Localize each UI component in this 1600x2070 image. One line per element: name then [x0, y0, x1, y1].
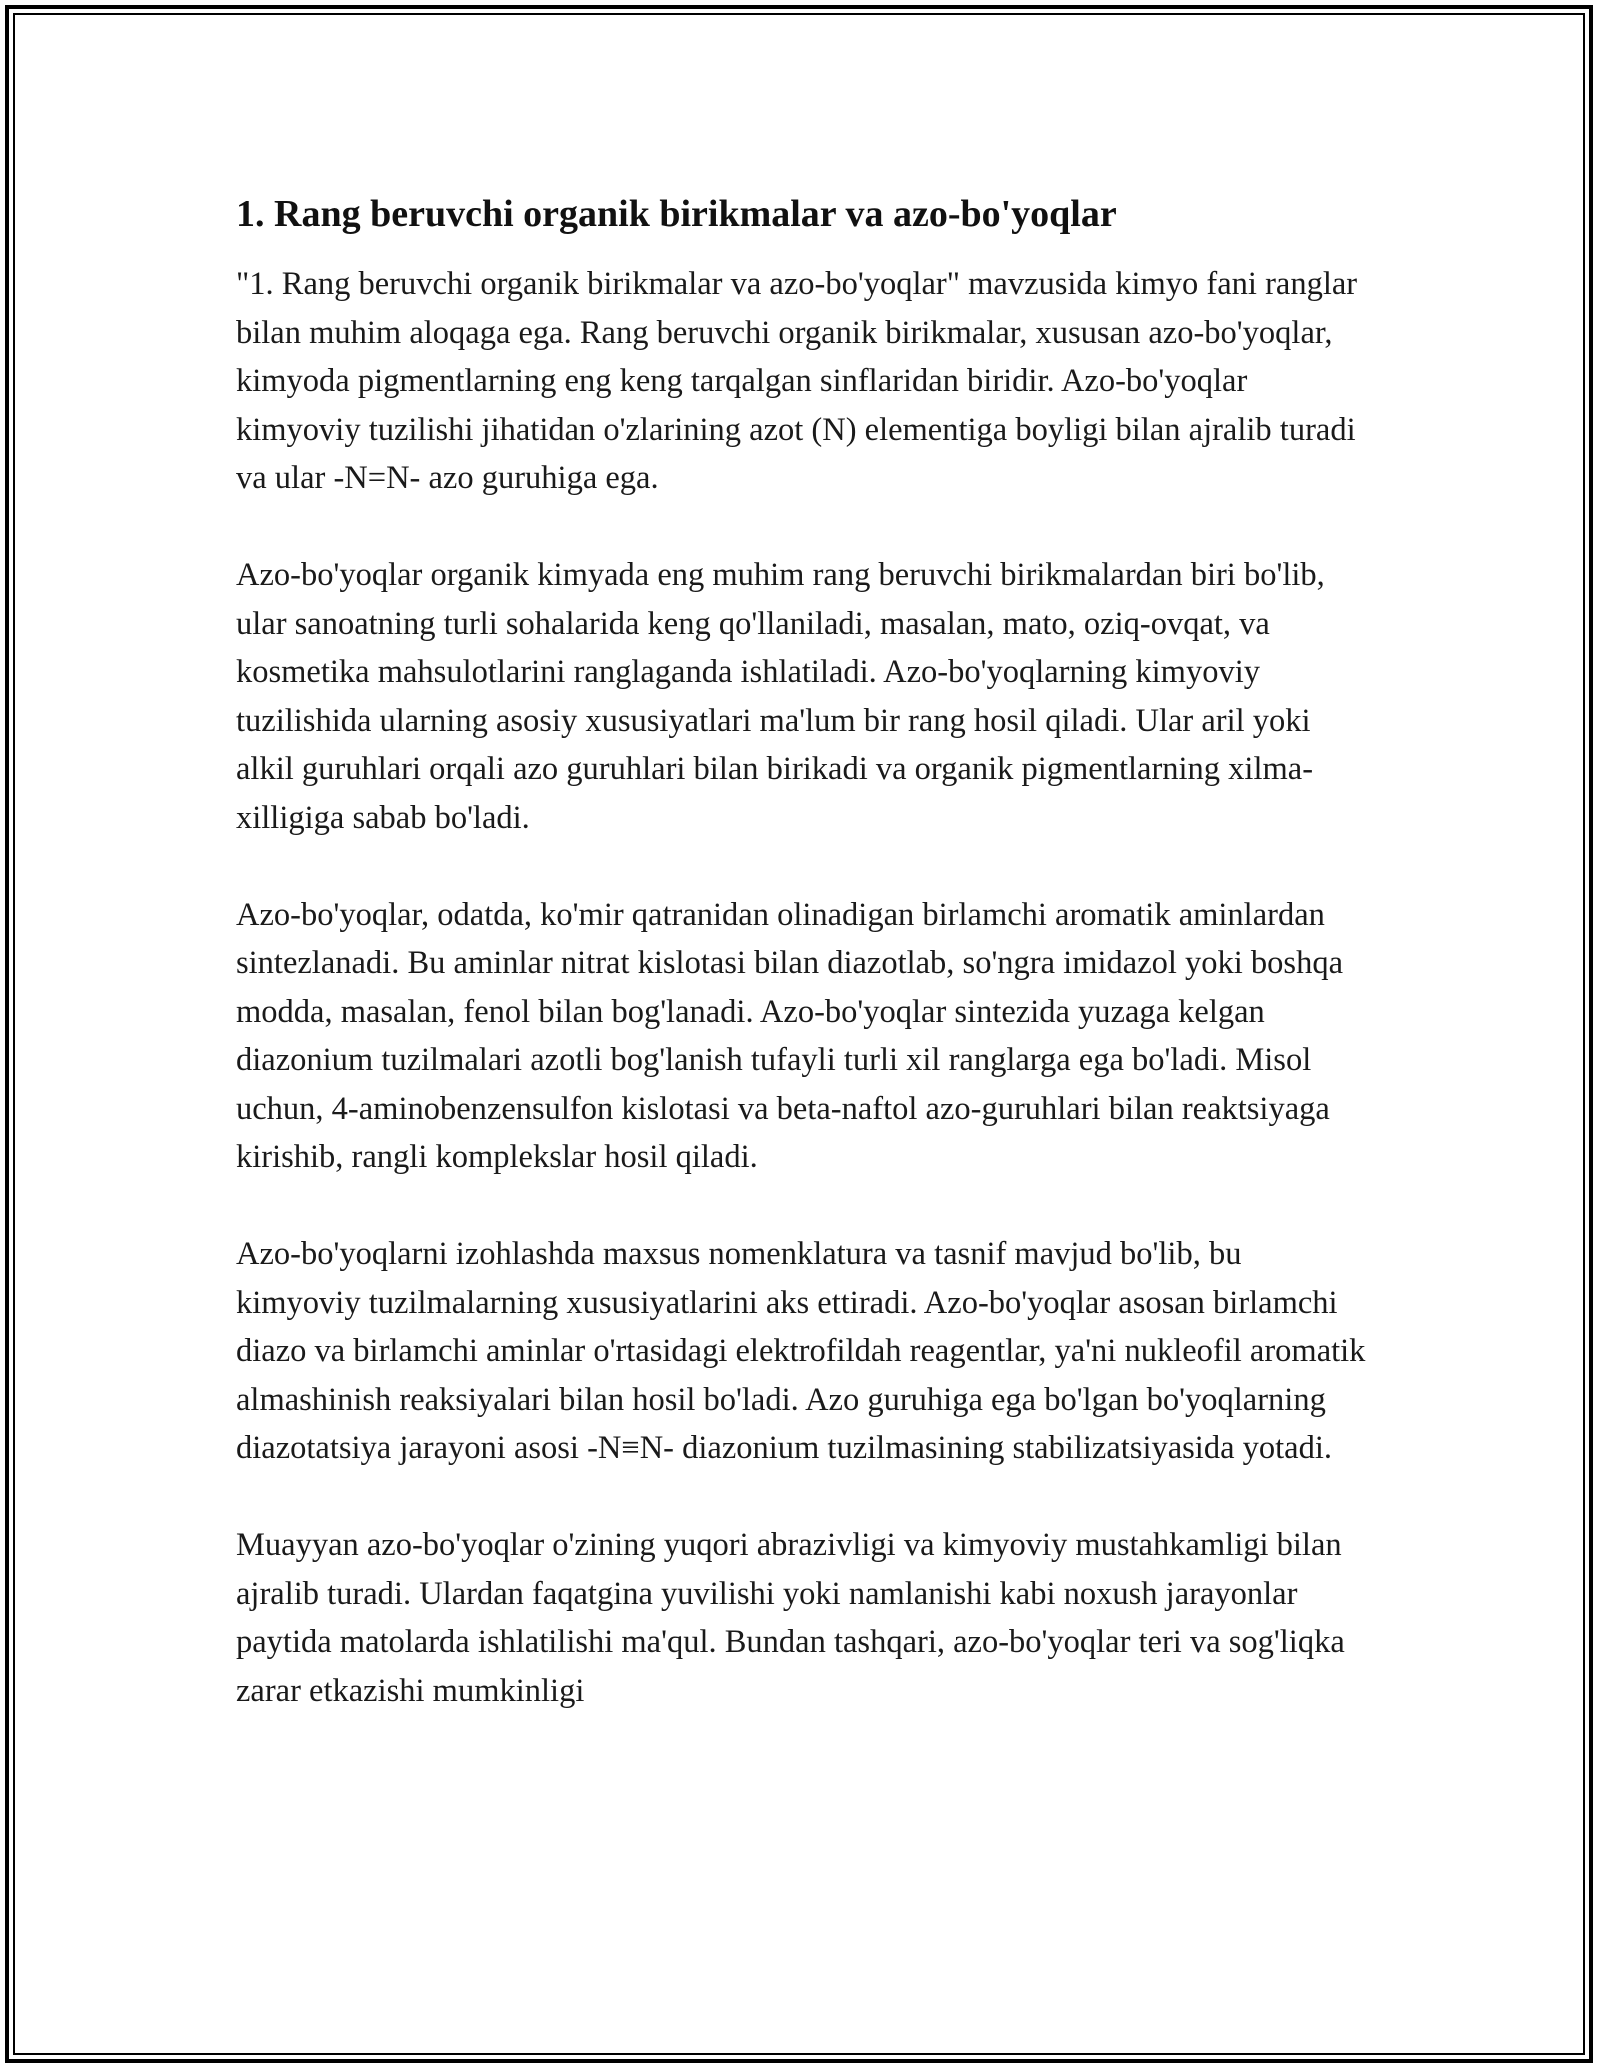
document-body [236, 186, 1376, 1715]
document-title: 1. Rang beruvchi organik birikmalar va azo-bo'yoqlar [236, 193, 1117, 235]
paragraph-5: Muayyan azo-bo'yoqlar o'zining yuqori abrazivligi va kimyoviy mustahkamligi bilan ajralib turadi. Ulardan faqatgina yuvilishi yoki namlanishi kabi noxush jarayonlar paytida matolarda ishlatilishi ma'qul. Bundan tashqari, azo-bo'yoqlar teri va sog'liqka zarar etkazishi mumkinligi [236, 1527, 1345, 1709]
paragraph-2: Azo-bo'yoqlar organik kimyada eng muhim rang beruvchi birikmalardan biri bo'lib, ular sanoatning turli sohalarida keng qo'llaniladi, masalan, mato, oziq-ovqat, va kosmetika mahsulotlarini ranglaganda ishlatiladi. Azo-bo'yoqlarning kimyoviy tuzilishida ularning asosiy xususiyatlari ma'lum bir rang hosil qiladi. Ular aril yoki alkil guruhlari orqali azo guruhlari bilan birikadi va organik pigmentlarning xilma-xilligiga sabab bo'ladi. [236, 557, 1325, 836]
paragraph-1: "1. Rang beruvchi organik birikmalar va azo-bo'yoqlar" mavzusida kimyo fani ranglar bilan muhim aloqaga ega. Rang beruvchi organik birikmalar, xususan azo-bo'yoqlar, kimyoda pigmentlarning eng keng tarqalgan sinflaridan biridir. Azo-bo'yoqlar kimyoviy tuzilishi jihatidan o'zlarining azot (N) elementiga boyligi bilan ajralib turadi va ular -N=N- azo guruhiga ega. [236, 266, 1358, 496]
paragraph-3: Azo-bo'yoqlar, odatda, ko'mir qatranidan olinadigan birlamchi aromatik aminlardan sintezlanadi. Bu aminlar nitrat kislotasi bilan diazotlab, so'ngra imidazol yoki boshqa modda, masalan, fenol bilan bog'lanadi. Azo-bo'yoqlar sintezida yuzaga kelgan diazonium tuzilmalari azotli bog'lanish tufayli turli xil ranglarga ega bo'ladi. Misol uchun, 4-aminobenzensulfon kislotasi va beta-naftol azo-guruhlari bilan reaktsiyaga kirishib, rangli komplekslar hosil qiladi. [236, 896, 1343, 1175]
paragraph-4: Azo-bo'yoqlarni izohlashda maxsus nomenklatura va tasnif mavjud bo'lib, bu kimyoviy tuzilmalarning xususiyatlarini aks ettiradi. Azo-bo'yoqlar asosan birlamchi diazo va birlamchi aminlar o'rtasidagi elektrofildah reagentlar, ya'ni nukleofil aromatik almashinish reaksiyalari bilan hosil bo'ladi. Azo guruhiga ega bo'lgan bo'yoqlarning diazotatsiya jarayoni asosi -N≡N- diazonium tuzilmasining stabilizatsiyasida yotadi. [236, 1236, 1366, 1466]
